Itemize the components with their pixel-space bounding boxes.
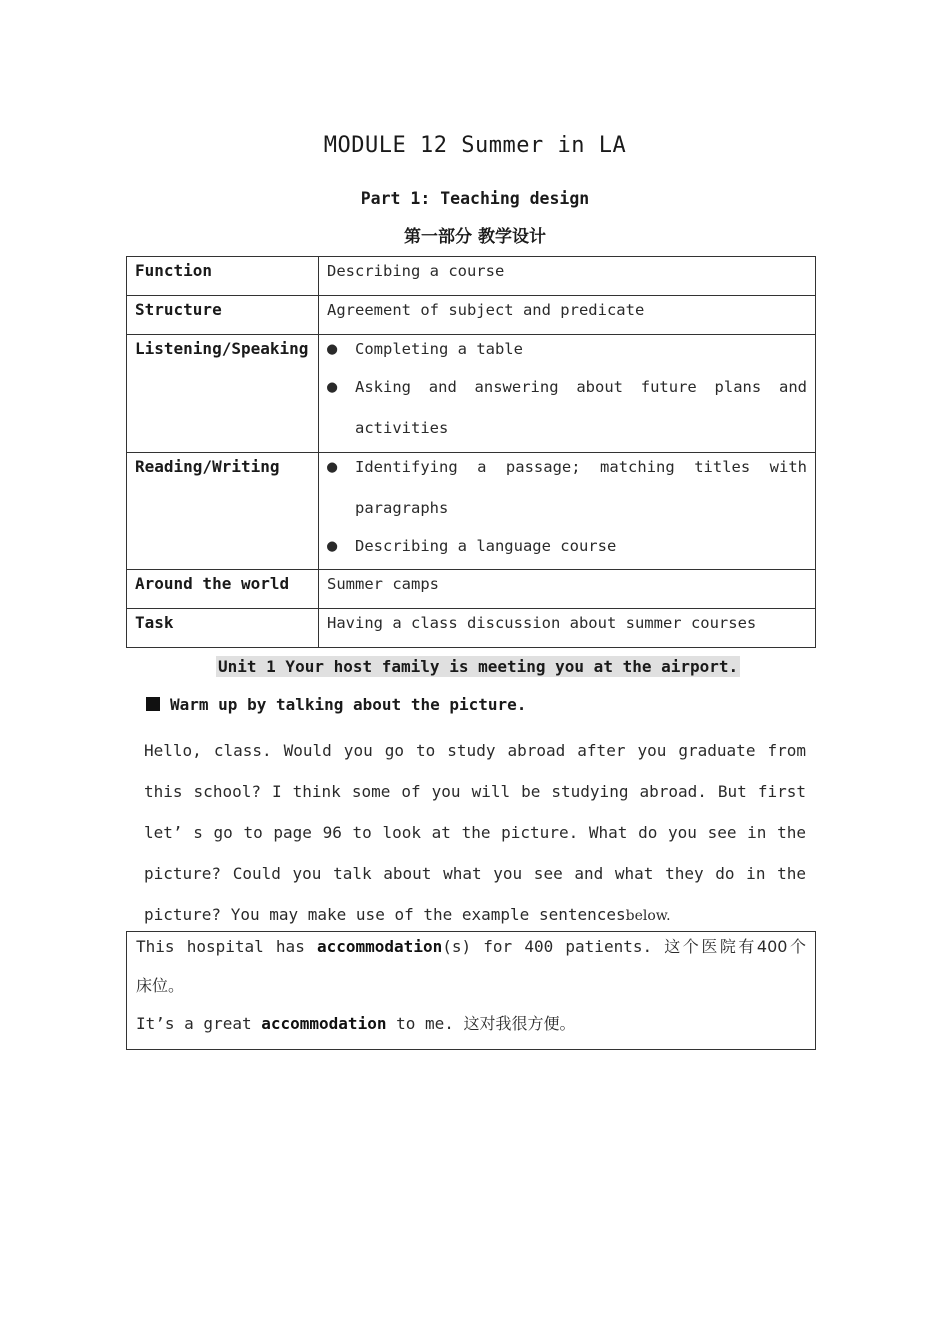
table-row — [127, 335, 816, 453]
example-sentence-1-translation-cont: 床位。 — [136, 976, 185, 995]
example-sentences-box — [126, 931, 816, 1050]
bullet-icon: ● — [327, 536, 338, 556]
row-label-function: Function — [127, 257, 319, 296]
table-row — [127, 453, 816, 570]
part-title: Part 1: Teaching design — [360, 189, 590, 208]
warmup-paragraph — [144, 730, 806, 935]
row-value-reading-writing — [319, 453, 816, 570]
row-value-task: Having a class discussion about summer courses — [319, 609, 816, 648]
row-label-reading-writing: Reading/Writing — [127, 453, 319, 570]
row-label-listening-speaking: Listening/Speaking — [127, 335, 319, 453]
unit-title: Unit 1 Your host family is meeting you at the airport. — [218, 657, 739, 676]
square-bullet-icon — [146, 697, 160, 711]
row-value-listening-speaking — [319, 335, 816, 453]
row-value-structure: Agreement of subject and predicate — [319, 296, 816, 335]
bullet-item-continued: activities — [355, 419, 449, 437]
row-value-around-the-world: Summer camps — [319, 570, 816, 609]
example-sentence-2: It’s a great accommodation to me. 这对我很方便。 — [136, 1014, 576, 1033]
paragraph-line: Hello, class. Would you go to study abroad after you graduate from — [144, 741, 806, 760]
row-label-around-the-world: Around the world — [127, 570, 319, 609]
paragraph-line: picture? Could you talk about what you see and what they do in the — [144, 864, 806, 883]
bullet-icon: ● — [327, 457, 338, 477]
paragraph-line: picture? You may make use of the example sentencesbelow. — [144, 905, 671, 924]
teaching-design-table — [126, 256, 816, 648]
table-row — [127, 257, 816, 296]
row-value-function: Describing a course — [319, 257, 816, 296]
warmup-heading: Warm up by talking about the picture. — [146, 694, 526, 715]
table-row — [127, 296, 816, 335]
part-title-chinese: 第一部分 教学设计 — [404, 227, 546, 247]
table-row — [127, 570, 816, 609]
bullet-icon: ● — [327, 377, 338, 397]
example-sentence-1: This hospital has accommodation(s) for 400 patients. 这个医院有400个 — [136, 937, 806, 956]
page-title: MODULE 12 Summer in LA — [323, 133, 627, 158]
keyword: accommodation — [261, 1014, 387, 1033]
paragraph-line: let’ s go to page 96 to look at the picture. What do you see in the — [144, 823, 806, 842]
bullet-item: ● Describing a language course — [327, 533, 807, 559]
bullet-item: ● Asking and answering about future plans and — [327, 374, 807, 400]
bullet-icon: ● — [327, 339, 338, 359]
bullet-item: ● Completing a table — [327, 336, 807, 362]
keyword: accommodation — [316, 937, 443, 956]
bullet-item-continued: paragraphs — [355, 499, 449, 517]
bullet-item: ● Identifying a passage; matching titles with — [327, 454, 807, 480]
table-row — [127, 609, 816, 648]
row-label-structure: Structure — [127, 296, 319, 335]
paragraph-line: this school? I think some of you will be studying abroad. But first — [144, 782, 806, 801]
row-label-task: Task — [127, 609, 319, 648]
